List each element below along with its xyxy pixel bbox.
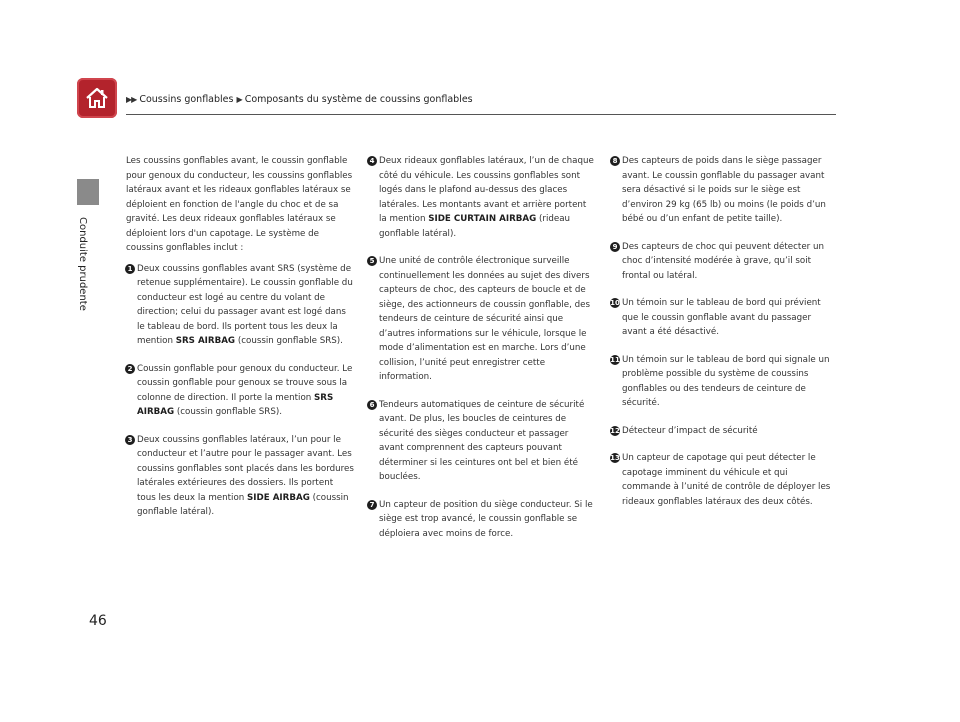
section-tab[interactable] — [77, 179, 99, 205]
list-item: 3 Deux coussins gonflables latéraux, l’un pour le conducteur et l’autre pour le passager avant. Les coussins gonflables sont placés dans les bordures latérales extérieures des dossiers. Ils portent tous les deux la mention SIDE AIRBAG (coussin gonflable latéral). — [126, 433, 354, 520]
column-3 — [611, 154, 836, 522]
item-number-badge: 3 — [125, 435, 135, 445]
intro-paragraph: Les coussins gonflables avant, le coussin gonflable pour genoux du conducteur, les coussins gonflables latéraux avant et les rideaux gonflables latéraux se déploient en fonction de l'angle du choc et de sa gravité. Les deux rideaux gonflables latéraux se déploient lors d'un capotage. Le système de coussins gonflables inclut : — [126, 156, 353, 253]
breadcrumb-arrow-icon: ▶▶ — [126, 95, 137, 104]
home-button[interactable] — [77, 78, 117, 118]
page-number: 46 — [89, 613, 107, 629]
list-item: 11 Un témoin sur le tableau de bord qui signale un problème possible du système de coussins gonflables ou des tendeurs de ceinture de sécurité. — [610, 354, 830, 408]
list-item: 5 Une unité de contrôle électronique surveille continuellement les données au sujet des divers capteurs de choc, des capteurs de boucle et de siège, des actionneurs de coussin gonflable, des tendeurs de ceinture de sécurité ainsi que d’autres informations sur le véhicule, lorsque le mode d’alimentation est en marche. Lors d’une collision, l’unité peut enregistrer cette information. — [368, 254, 594, 385]
breadcrumb-section-link[interactable]: Coussins gonflables — [139, 94, 234, 105]
item-number-badge: 11 — [610, 355, 620, 364]
item-number-badge: 5 — [367, 256, 377, 266]
item-number-badge: 6 — [367, 400, 377, 410]
list-item: 9 Des capteurs de choc qui peuvent détecter un choc d’intensité modérée à grave, qu’il soit frontal ou latéral. — [611, 240, 836, 284]
breadcrumb — [126, 94, 473, 105]
item-number-badge: 8 — [610, 156, 620, 166]
home-icon — [84, 86, 110, 110]
list-item: 8 Des capteurs de poids dans le siège passager avant. Le coussin gonflable du passager avant sera désactivé si le poids sur le siège est d’environ 29 kg (65 lb) ou moins (le poids d’un bébé ou d’un enfant de petite taille). — [611, 154, 836, 227]
item-number-badge: 12 — [610, 426, 620, 435]
list-item: 4 Deux rideaux gonflables latéraux, l’un de chaque côté du véhicule. Les coussins gonflables sont logés dans le plafond au-dessus des glaces latérales. Les montants avant et arrière portent la mention SIDE CURTAIN AIRBAG (rideau gonflable latéral). — [368, 154, 594, 241]
breadcrumb-page-title: Composants du système de coussins gonflables — [244, 94, 473, 105]
item-number-badge: 2 — [125, 364, 135, 374]
list-item: 1 Deux coussins gonflables avant SRS (système de retenue supplémentaire). Le coussin gonflable du conducteur est logé au centre du volant de direction; celui du passager avant est logé dans le tableau de bord. Ils portent tous les deux la mention SRS AIRBAG (coussin gonflable SRS). — [126, 262, 354, 349]
item-number-badge: 10 — [610, 299, 620, 307]
breadcrumb-separator-icon: ▶ — [236, 95, 242, 104]
list-item: 7 Un capteur de position du siège conducteur. Si le siège est trop avancé, le coussin gonflable se déploiera avec moins de force. — [368, 498, 594, 542]
header-divider — [126, 114, 836, 115]
item-number-badge: 1 — [125, 264, 135, 274]
list-item: 12 Détecteur d’impact de sécurité — [610, 425, 758, 436]
item-number-badge: 7 — [367, 500, 377, 510]
list-item: 2 Coussin gonflable pour genoux du conducteur. Le coussin gonflable pour genoux se trouve sous la colonne de direction. Il porte la mention SRS AIRBAG (coussin gonflable SRS). — [126, 362, 354, 420]
section-label: Conduite prudente — [77, 217, 88, 311]
list-item: 10 Un témoin sur le tableau de bord qui prévient que le coussin gonflable avant du passager avant a été désactivé. — [610, 298, 821, 337]
list-item: 6 Tendeurs automatiques de ceinture de sécurité avant. De plus, les boucles de ceintures de sécurité des sièges conducteur et passager avant comprennent des capteurs pouvant déterminer si les ceintures ont bel et bien été bouclées. — [368, 398, 594, 485]
item-number-badge: 13 — [610, 454, 620, 462]
column-2 — [368, 154, 594, 554]
item-number-badge: 9 — [610, 242, 620, 252]
list-item: 13 Un capteur de capotage qui peut détecter le capotage imminent du véhicule et qui commande à l’unité de contrôle de déployer les rideaux gonflables latéraux des deux côtés. — [610, 453, 831, 507]
item-number-badge: 4 — [367, 156, 377, 166]
column-1 — [126, 154, 354, 533]
